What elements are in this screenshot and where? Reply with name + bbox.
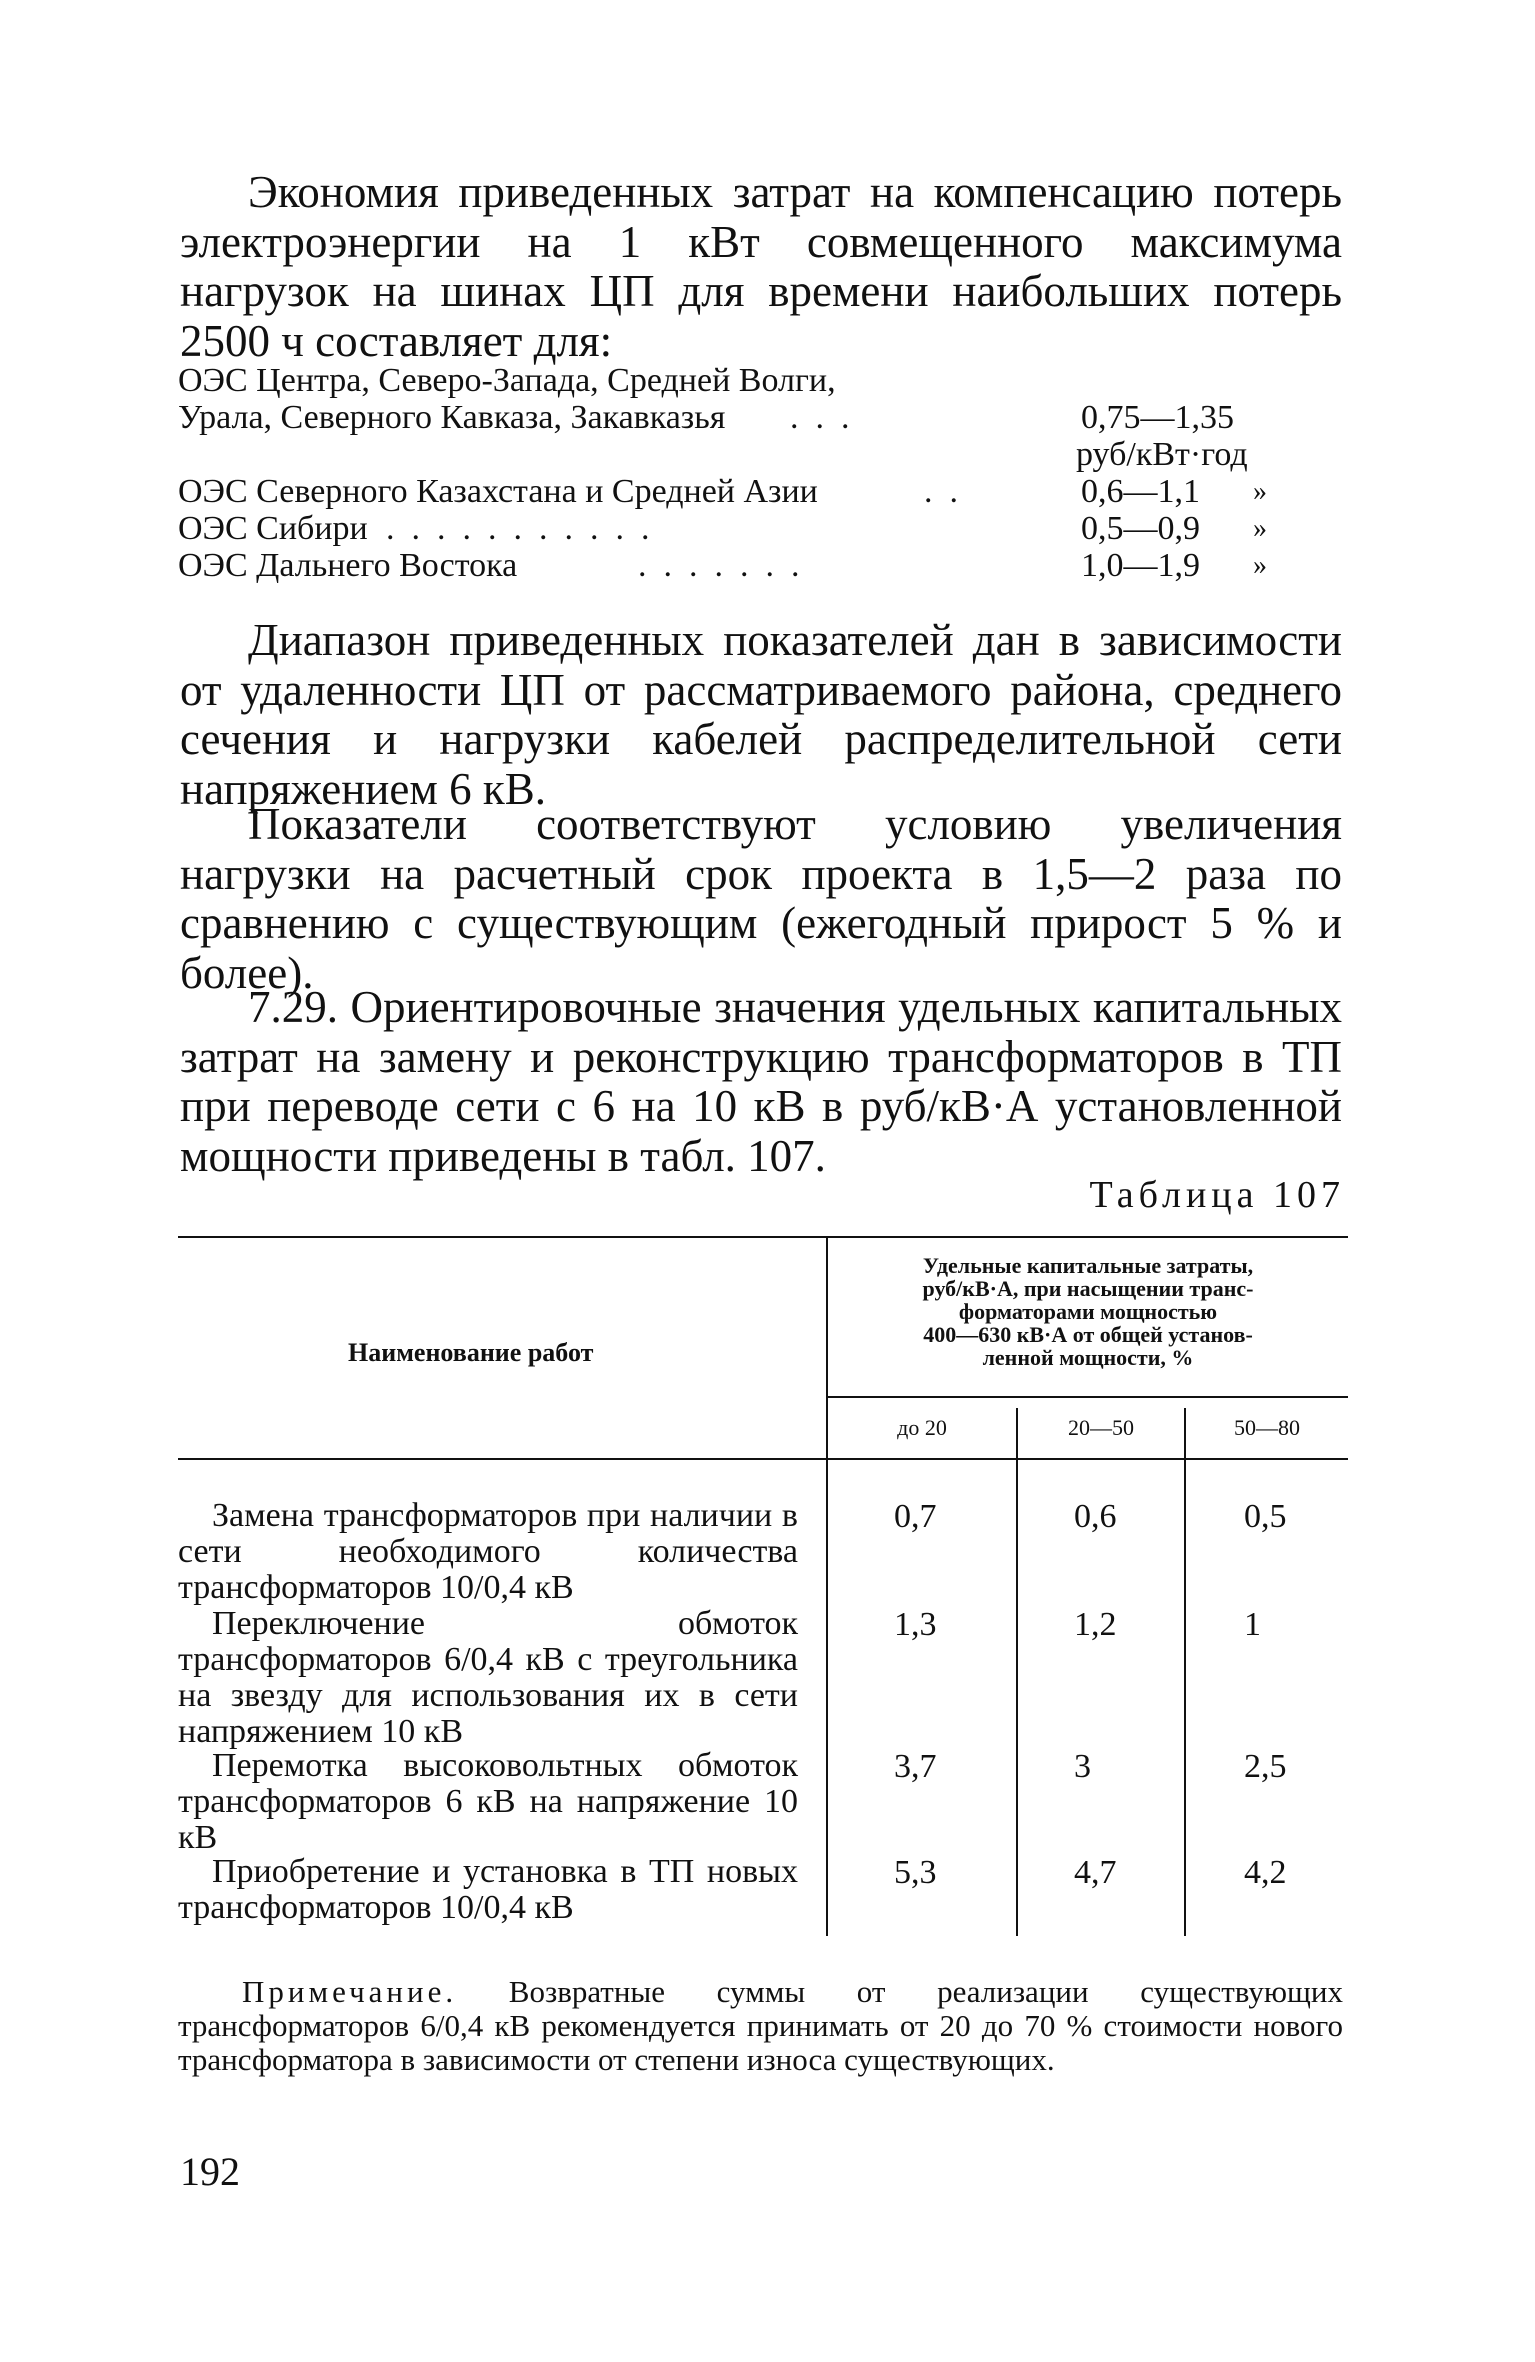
table-row-name: Переключение обмоток трансформаторов 6/0,4 кВ с треугольника на звезду для использования их в сети напряжением 10 кВ: [178, 1605, 798, 1750]
paragraph-indicators: Показатели соответствуют условию увеличения нагрузки на расчетный срок проекта в 1,5—2 раза по сравнению с существующим (ежегодный прирост 5 % и более).: [180, 799, 1342, 998]
region-name: ОЭС Северного Казахстана и Средней Азии: [178, 473, 818, 510]
list-item: [178, 547, 1298, 584]
region-value: 0,5—0,9: [1081, 510, 1200, 547]
paragraph-range: Диапазон приведенных показателей дан в зависимости от удаленности ЦП от рассматриваемого района, среднего сечения и нагрузки кабелей распределительной сети напряжением 6 кВ.: [180, 615, 1342, 814]
ditto-mark: »: [1253, 550, 1267, 581]
table-cell: 1,3: [894, 1606, 937, 1643]
group-header-line: форматорами мощностью: [958, 1299, 1218, 1324]
paragraph-7-29: 7.29. Ориентировочные значения удельных капитальных затрат на замену и реконструкцию трансформаторов в ТП при переводе сети с 6 на 10 кВ в руб/кВ·А установленной мощности приведены в табл. 107.: [180, 982, 1342, 1181]
subheader-col3: 50—80: [1234, 1415, 1300, 1440]
region-value: 0,75—1,35: [1081, 399, 1234, 436]
table-cell: 1: [1244, 1606, 1261, 1643]
value-unit: руб/кВт·год: [1076, 436, 1248, 473]
note-label: Примечание.: [242, 1974, 458, 2009]
header-bottom-rule: [178, 1458, 1348, 1460]
column-divider: [1184, 1408, 1186, 1936]
note-text: Возвратные суммы от реализации существующих трансформаторов 6/0,4 кВ рекомендуется принимать от 20 до 70 % стоимости нового трансформатора в зависимости от степени износа существующих.: [178, 1974, 1343, 2077]
list-item: [178, 362, 1298, 399]
column-divider: [1016, 1408, 1018, 1936]
page-number: 192: [180, 2149, 240, 2194]
economy-list: [178, 362, 1298, 584]
table-cell: 3,7: [894, 1748, 937, 1785]
column-header-name: Наименование работ: [348, 1338, 594, 1367]
list-item: [178, 473, 1298, 510]
group-header-rule: [826, 1396, 1348, 1398]
table-cell: 1,2: [1074, 1606, 1117, 1643]
table-row-name: Замена трансформаторов при наличии в сети необходимого количества трансформаторов 10/0,4 кВ: [178, 1497, 798, 1606]
group-header-line: руб/кВ·А, при насыщении транс-: [922, 1276, 1254, 1301]
region-name: ОЭС Дальнего Востока: [178, 547, 518, 584]
table-note: [178, 1975, 1343, 2077]
group-header: [832, 1254, 1344, 1369]
group-header-line: 400—630 кВ·А от общей установ-: [923, 1322, 1253, 1347]
list-item: [178, 510, 1298, 547]
table-cell: 2,5: [1244, 1748, 1287, 1785]
intro-paragraph: Экономия приведенных затрат на компенсацию потерь электроэнергии на 1 кВт совмещенного максимума нагрузок на шинах ЦП для времени наибольших потерь 2500 ч составляет для:: [180, 167, 1342, 366]
table-cell: 0,7: [894, 1498, 937, 1535]
table-cell: 3: [1074, 1748, 1091, 1785]
leader-dots: . . . . . . . . . . .: [386, 510, 650, 547]
list-item: [178, 399, 1298, 436]
leader-dots: . . . . . . .: [638, 547, 800, 584]
table-row-name: Приобретение и установка в ТП новых трансформаторов 10/0,4 кВ: [178, 1853, 798, 1926]
subheader-col1: до 20: [897, 1415, 947, 1440]
table-cell: 4,2: [1244, 1854, 1287, 1891]
column-divider: [826, 1236, 828, 1936]
table-top-rule: [178, 1236, 1348, 1238]
region-name: ОЭС Сибири: [178, 510, 368, 547]
subheader-col2: 20—50: [1068, 1415, 1134, 1440]
table-row-name: Перемотка высоковольтных обмоток трансформаторов 6 кВ на напряжение 10 кВ: [178, 1747, 798, 1856]
leader-dots: . .: [924, 473, 958, 510]
ditto-mark: »: [1253, 476, 1267, 507]
table-cell: 4,7: [1074, 1854, 1117, 1891]
region-name: Урала, Северного Кавказа, Закавказья: [178, 399, 726, 436]
table-cell: 0,5: [1244, 1498, 1287, 1535]
region-name: ОЭС Центра, Северо-Запада, Средней Волги,: [178, 362, 836, 399]
group-header-line: Удельные капитальные затраты,: [922, 1253, 1254, 1278]
list-item: [178, 436, 1298, 473]
table-caption: Таблица 107: [1089, 1174, 1345, 1216]
region-value: 1,0—1,9: [1081, 547, 1200, 584]
ditto-mark: »: [1253, 513, 1267, 544]
leader-dots: . . .: [790, 399, 850, 436]
region-value: 0,6—1,1: [1081, 473, 1200, 510]
group-header-line: ленной мощности, %: [982, 1345, 1194, 1370]
table-cell: 5,3: [894, 1854, 937, 1891]
table-cell: 0,6: [1074, 1498, 1117, 1535]
table-107: [178, 1236, 1348, 1936]
